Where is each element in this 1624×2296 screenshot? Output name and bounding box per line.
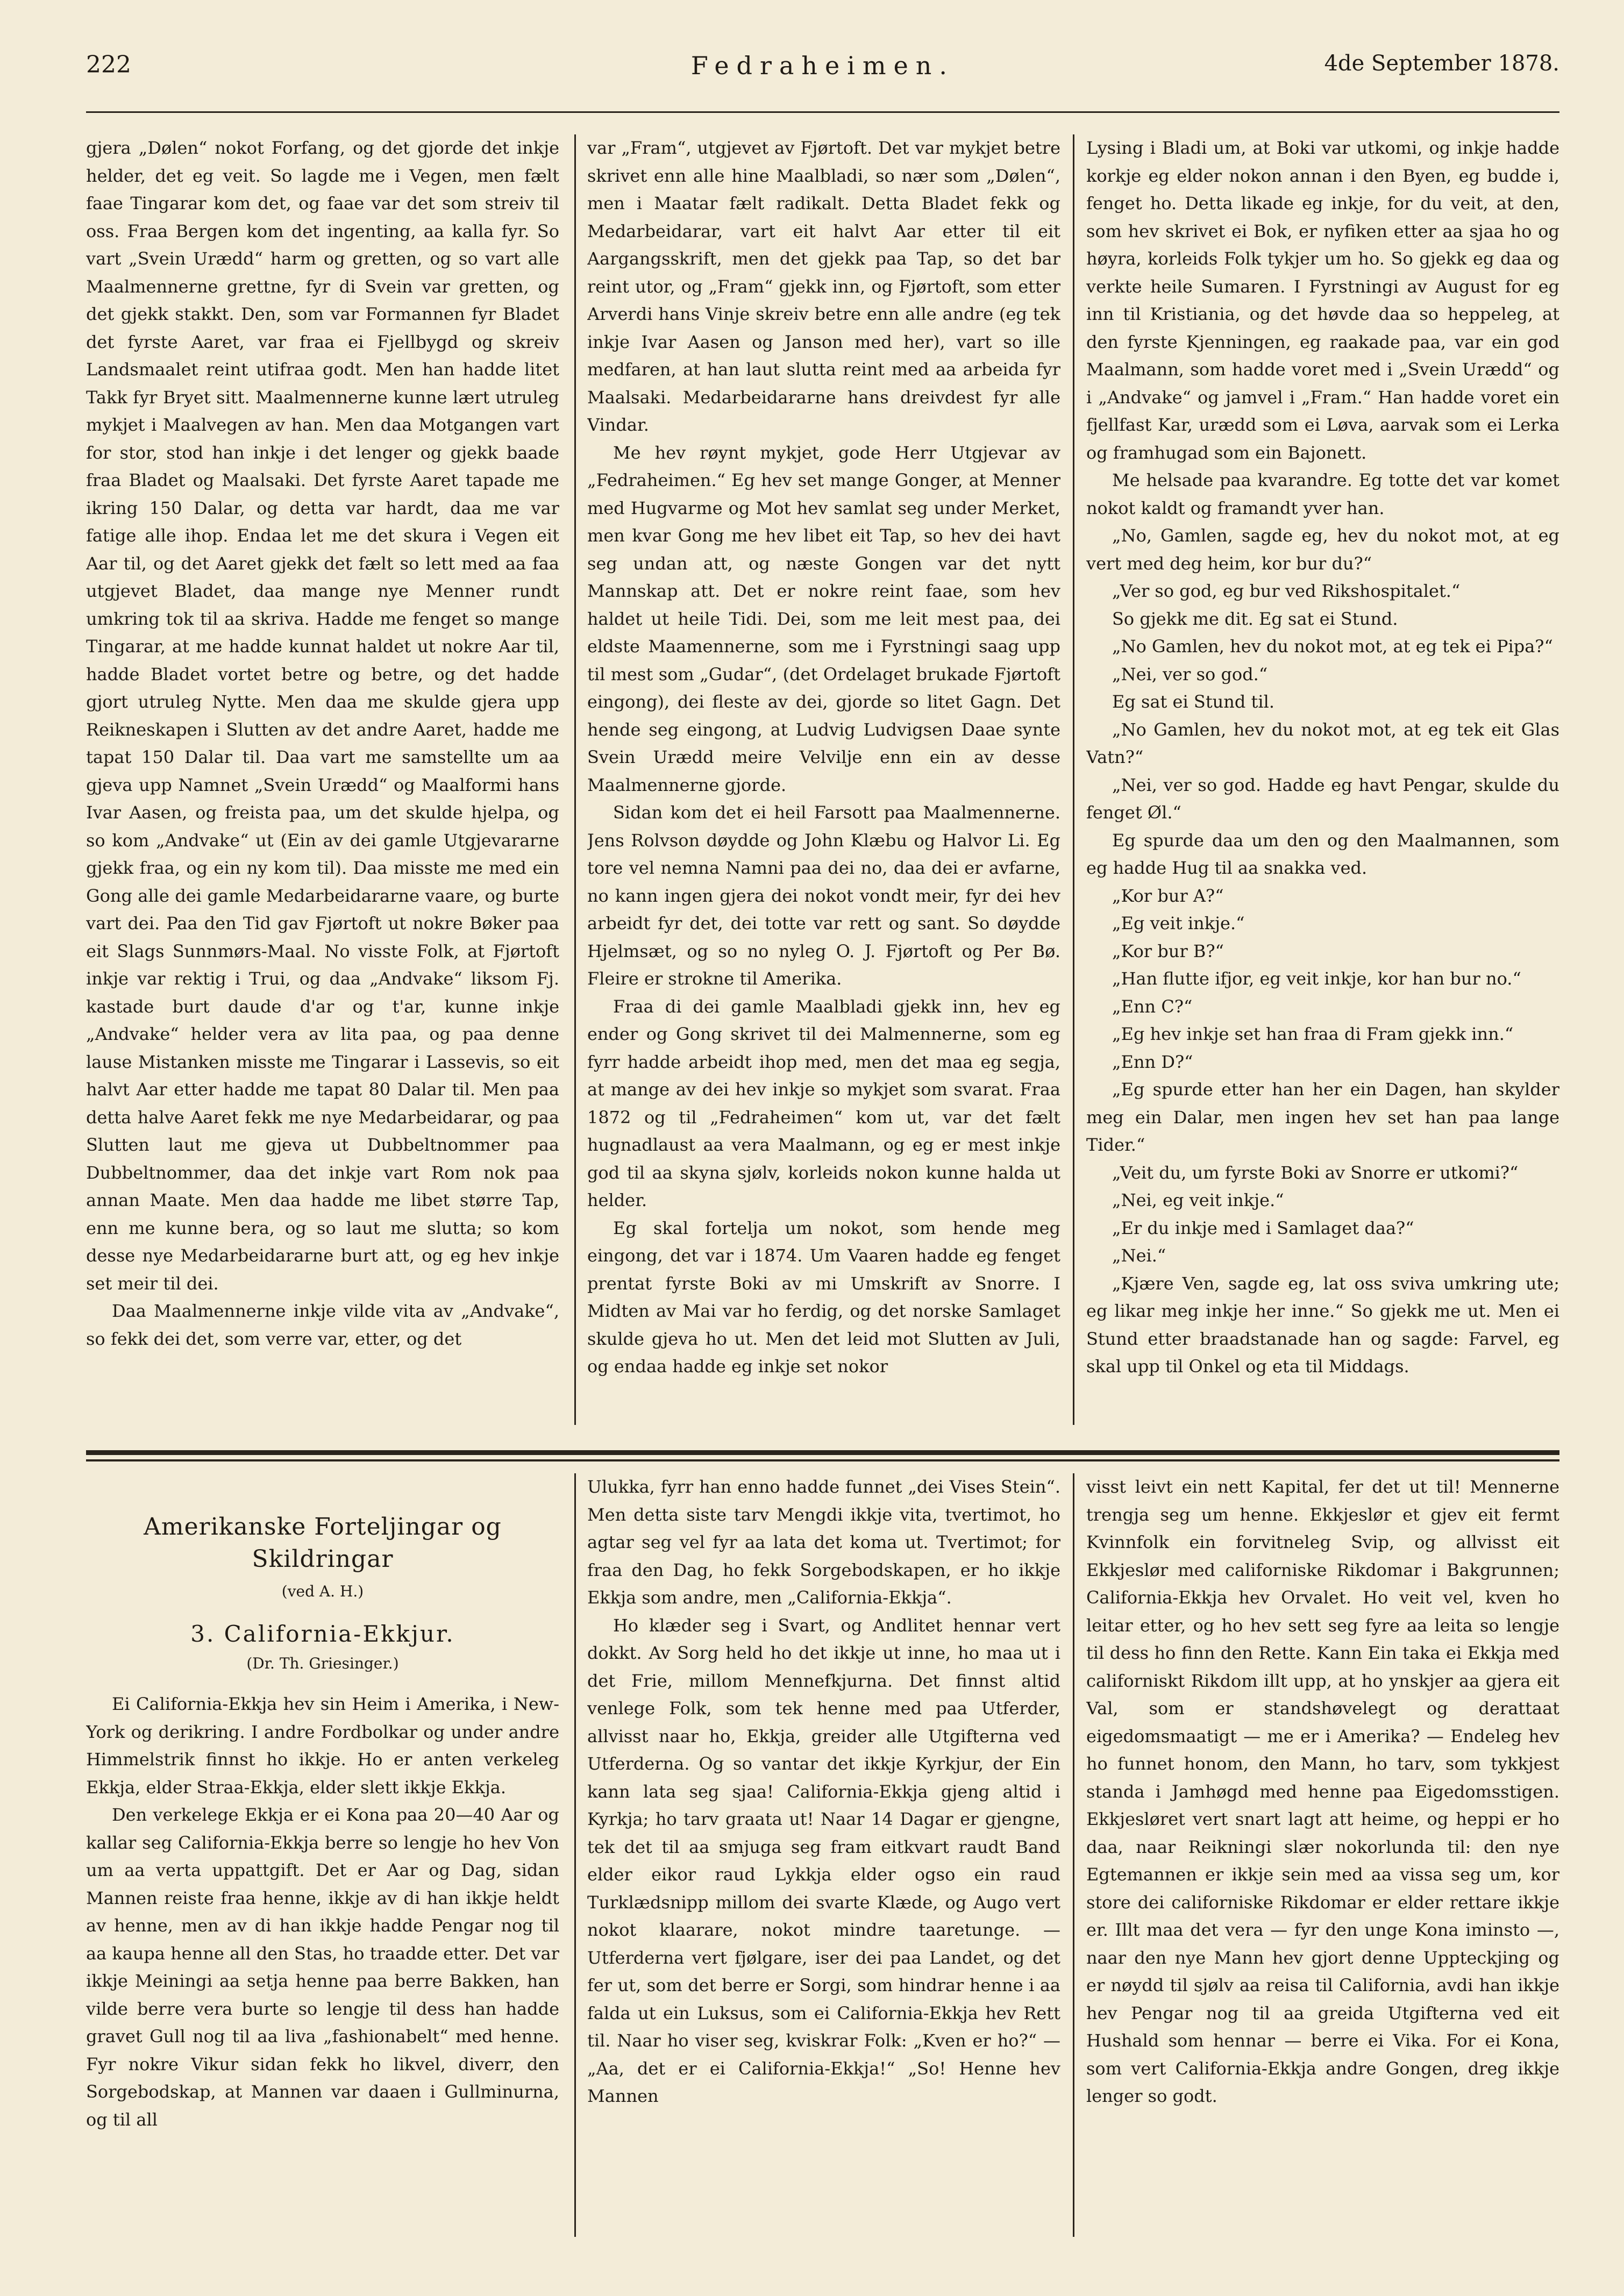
paragraph: Den verkelege Ekkja er ei Kona paa 20—40 Aar og kallar seg California-Ekkja berre so lengje ho hev Von um aa verta uppattgift. Det er Aar og Dag, sidan Mannen reiste fraa henne, ikkje av di han ikkje heldt av henne, men av di han ikkje hadde Pengar nog til aa kaupa henne all den Stas, ho traadde etter. Det var ikkje Meiningi aa setja henne paa berre Bakken, han vilde berre vera burte so lengje til dess han hadde gravet Gull nog til aa liva „fashionabelt“ med henne. Fyr nokre Vikur sidan fekk ho likvel, diverr, den Sorgebodskap, at Mannen var daaen i Gullminurna, og til all	[86, 1805, 559, 2130]
dialogue-line: „Nei.“	[1112, 1245, 1166, 1266]
dialogue-line: „Kjære Ven, sagde eg, lat oss sviva umkring ute; eg likar meg inkje her inne.“ So gjekk me ut. Men ei Stund etter braadstanade han og sagde: Farvel, eg skal upp til Onkel og eta til Middags.	[1086, 1273, 1559, 1377]
upper-column-2	[587, 134, 1060, 1436]
section-rule-thin	[86, 1459, 1559, 1461]
dialogue-line: „No Gamlen, hev du nokot mot, at eg tek ei Pipa?“	[1112, 636, 1553, 657]
dialogue-line: „Nei, ver so god.“	[1112, 664, 1268, 684]
dialogue-line: „Enn D?“	[1112, 1051, 1193, 1072]
dialogue-line: „Veit du, um fyrste Boki av Snorre er utkomi?“	[1112, 1162, 1519, 1183]
dialogue-line: „Enn C?“	[1112, 996, 1193, 1017]
paragraph: Me helsade paa kvarandre. Eg totte det var komet nokot kaldt og framandt yver han.	[1086, 470, 1559, 518]
header-rule	[86, 111, 1559, 113]
dialogue-line: „Eg spurde etter han her ein Dagen, han skylder meg ein Dalar, men ingen hev set han paa lange Tider.“	[1086, 1079, 1559, 1155]
upper-column-1	[86, 134, 559, 1436]
dialogue-line: Eg sat ei Stund til.	[1112, 691, 1275, 712]
lower-column-2	[587, 1473, 1060, 2248]
paragraph: Daa Maalmennerne inkje vilde vita av „Andvake“, so fekk dei det, som verre var, etter, og det	[86, 1301, 559, 1349]
paragraph: Fraa di dei gamle Maalbladi gjekk inn, hev eg ender og Gong skrivet til dei Malmennerne, som eg fyrr hadde arbeidt ihop med, men det maa eg segja, at mange av dei hev inkje so mykjet som svarat. Fraa 1872 og til „Fedraheimen“ kom ut, var det fælt hugnadlaust aa vera Maalmann, og eg er mest inkje god til aa skyna sjølv, korleids nokon kunne halda ut helder.	[587, 996, 1060, 1210]
paragraph: Ho klæder seg i Svart, og Andlitet hennar vert dokkt. Av Sorg held ho det ikkje ut inne, ho maa ut i det Frie, millom Mennefkjurna. Det finnst altid venlege Folk, som tek henne med paa Utferder, allvisst naar ho, Ekkja, greider alle Utgifterna ved Utferderna. Og so vantar det ikkje Kyrkjur, der Ein kann lata seg sjaa! California-Ekkja gjeng altid i Kyrkja; ho tarv graata ut! Naar 14 Dagar er gjengne, tek det til aa smjuga seg fram eitkvart raudt Band elder eikor raud Lykkja elder ogso ein raud Turklædsnipp millom dei svarte Klæde, og Augo vert nokot klaarare, nokot mindre taaretunge. — Utferderna vert fjølgare, iser dei paa Landet, og det fer ut, som det berre er Sorgi, som hindrar henne i aa falda ut ein Luksus, som ei California-Ekkja hev Rett til. Naar ho viser seg, kviskrar Folk: „Kven er ho?“ — „Aa, det er ei California-Ekkja!“ „So! Henne hev Mannen	[587, 1615, 1060, 2106]
dialogue-line: „Kor bur A?“	[1112, 885, 1224, 906]
dialogue-line: „Eg hev inkje set han fraa di Fram gjekk inn.“	[1112, 1024, 1514, 1044]
paragraph: visst leivt ein nett Kapital, fer det ut til! Mennerne trengja seg um henne. Ekkjeslør et gjev eit fermt Kvinnfolk ein forvitneleg Svip, og allvisst eit Ekkjeslør med californiske Rikdomar i Bakgrunnen; California-Ekkja hev Orvalet. Ho veit vel, kven ho leitar etter, og ho hev sett seg fyre aa leita so lengje til dess ho finn den Rette. Kann Ein taka ei Ekkja med californiskt Rikdom illt upp, at ho ynskjer aa gjera eit Val, som er standshøvelegt og derattaat eigedomsmaatigt — me er i Amerika? — Endeleg hev ho funnet honom, den Mann, ho tarv, som tykkjest standa i Jamhøgd med henne paa Eigedomsstigen. Ekkjesløret vert snart lagt att heime, og heppi er ho daa, naar Reikningi slær nokorlunda til: den nye Egtemannen er ikkje sein med aa vissa seg um, kor store dei californiske Rikdomar er elder rettare ikkje er. Illt maa det vera — fyr den unge Kona iminsto —, naar den nye Mann hev gjort denne Uppteckjing og er nøydd til sjølv aa reisa til California, avdi han ikkje hev Pengar nog til aa greida Utgifterna ved eit Hushald som hennar — berre ei Vika. For ei Kona, som vert California-Ekkja andre Gongen, dreg ikkje lenger so godt.	[1086, 1477, 1559, 2106]
paragraph: Lysing i Bladi um, at Boki var utkomi, og inkje hadde korkje eg elder nokon annan i den Byen, eg budde i, fenget ho. Detta likade eg inkje, for du veit, at den, som hev skrivet ei Bok, er nyfiken etter aa sjaa ho og høyra, korleids Folk tykjer um ho. So gjekk eg daa og verkte heile Sumaren. I Fyrstningi av August for eg inn til Kristiania, og det høvde daa so heppeleg, at den fyrste Kjenningen, eg raakade paa, var ein god Maalmann, som hadde voret med i „Svein Urædd“ og i „Andvake“ og jamvel i „Fram.“ Han hadde voret ein fjellfast Kar, urædd som ei Løva, aarvak som ei Lerka og framhugad som ein Bajonett.	[1086, 138, 1559, 463]
section-rule-thick	[86, 1450, 1559, 1455]
issue-date: 4de September 1878.	[1324, 51, 1559, 76]
dialogue-line: „Er du inkje med i Samlaget daa?“	[1112, 1217, 1414, 1238]
column-rule	[574, 134, 576, 1425]
dialogue-line: „Kor bur B?“	[1112, 940, 1224, 961]
story-title: 3. California-Ekkjur.	[190, 1621, 455, 1647]
dialogue-line: So gjekk me dit. Eg sat ei Stund.	[1112, 608, 1398, 629]
column-rule	[1073, 1473, 1074, 2237]
lower-column-3	[1086, 1473, 1559, 2248]
column-rule	[1073, 134, 1074, 1425]
lower-column-1	[86, 1473, 559, 2248]
dialogue-line: „Nei, ver so god. Hadde eg havt Pengar, skulde du fenget Øl.“	[1086, 774, 1559, 823]
dialogue-line: „Eg veit inkje.“	[1112, 913, 1245, 933]
paragraph: Sidan kom det ei heil Farsott paa Maalmennerne. Jens Rolvson døydde og John Klæbu og Halvor Li. Eg tore vel nemna Namni paa dei no, daa dei er avfarne, no kann ingen gjera dei nokot vondt meir, fyr dei hev arbeidt fyr det, dei totte var rett og sant. So døydde Hjelmsæt, og so no nyleg O. J. Fjørtoft og Per Bø. Fleire er strokne til Amerika.	[587, 802, 1060, 989]
dialogue-line: „Han flutte ifjor, eg veit inkje, kor han bur no.“	[1112, 968, 1521, 989]
newspaper-title: Fedraheimen.	[690, 51, 955, 80]
dialogue-line: „No Gamlen, hev du nokot mot, at eg tek eit Glas Vatn?“	[1086, 719, 1559, 767]
dialogue-line: Eg spurde daa um den og den Maalmannen, som eg hadde Hug til aa snakka ved.	[1086, 830, 1559, 878]
paragraph: Ei California-Ekkja hev sin Heim i Amerika, i New-York og derikring. I andre Fordbolkar og under andre Himmelstrik finnst ho ikkje. Ho er anten verkeleg Ekkja, elder Straa-Ekkja, elder slett ikkje Ekkja.	[86, 1694, 559, 1798]
story-byline: (Dr. Th. Griesinger.)	[246, 1655, 399, 1672]
page-number: 222	[86, 51, 131, 79]
paragraph: Eg skal fortelja um nokot, som hende meg eingong, det var i 1874. Um Vaaren hadde eg fenget prentat fyrste Boki av mi Umskrift av Snorre. I Midten av Mai var ho ferdig, og det norske Samlaget skulde gjeva ho ut. Men det leid mot Slutten av Juli, og endaa hadde eg inkje set nokor	[587, 1217, 1060, 1377]
dialogue-line: „No, Gamlen, sagde eg, hev du nokot mot, at eg vert med deg heim, kor bur du?“	[1086, 525, 1559, 574]
paragraph: Me hev røynt mykjet, gode Herr Utgjevar av „Fedraheimen.“ Eg hev set mange Gonger, at Menner med Hugvarme og Mot hev samlat seg under Merket, men kvar Gong me hev libet eit Tap, so hev dei havt seg undan att, og næste Gongen var det nytt Mannskap att. Det er nokre reint faae, som hev haldet ut heile Tidi. Dei, som me leit mest paa, dei eldste Maamennerne, som me i Fyrstningi saag upp til mest som „Gudar“, (det Ordelaget brukade Fjørtoft eingong), dei fleste av dei, gjorde so litet Gagn. Det hende seg eingong, at Ludvig Ludvigsen Daae synte Svein Urædd meire Velvilje enn ein av desse Maalmennerne gjorde.	[587, 442, 1060, 795]
section-byline: (ved A. H.)	[281, 1582, 364, 1600]
paragraph: gjera „Dølen“ nokot Forfang, og det gjorde det inkje helder, det eg veit. So lagde me i Vegen, men fælt faae Tingarar kom det, og faae var det som streiv til oss. Fraa Bergen kom det ingenting, aa kalla fyr. So vart „Svein Urædd“ harm og gretten, og so vart alle Maalmennerne grettne, fyr di Svein var gretten, og det gjekk stakkt. Den, som var Formannen fyr Bladet det fyrste Aaret, var fraa ei Fjellbygd og skreiv Landsmaalet reint utifraa godt. Men han hadde litet Takk fyr Bryet sitt. Maalmennerne kunne lært utruleg mykjet i Maalvegen av han. Men daa Motgangen vart for stor, stod han inkje i det lenger og gjekk baade fraa Bladet og Maalsaki. Det fyrste Aaret tapade me ikring 150 Dalar, og detta var hardt, daa me var fatige alle ihop. Endaa let me det skura i Vegen eit Aar til, og det Aaret gjekk det fælt so lett med aa faa utgjevet Bladet, daa mange nye Menner rundt umkring tok til aa skriva. Hadde me fenget so mange Tingarar, at me hadde kunnat haldet ut nokre Aar til, hadde Bladet vortet betre og betre, og det hadde gjort utruleg Nytte. Men daa me skulde gjera upp Reikneskapen i Slutten av det andre Aaret, hadde me tapat 150 Dalar til. Daa vart me samstellte um aa gjeva upp Namnet „Svein Urædd“ og Maalformi hans Ivar Aasen, og freista paa, um det skulde hjelpa, og so kom „Andvake“ ut (Ein av dei gamle Utgjevararne gjekk fraa, og ein ny kom til). Daa misste me med ein Gong alle dei gamle Medarbeidararne vaare, og burte vart dei. Paa den Tid gav Fjørtoft ut nokre Bøker paa eit Slags Sunnmørs-Maal. No visste Folk, at Fjørtoft inkje var rektig i Trui, og daa „Andvake“ liksom Fj. kastade burt daude d'ar og t'ar, kunne inkje „Andvake“ helder vera av lita paa, og paa denne lause Mistanken misste me Tingarar i Lassevis, so eit halvt Aar etter hadde me tapat 80 Dalar til. Men paa detta halve Aaret fekk me nye Medarbeidarar, og paa Slutten laut me gjeva ut Dubbeltnommer paa Dubbeltnommer, daa det inkje vart Rom nok paa annan Maate. Men daa hadde me libet større Tap, enn me kunne bera, og so laut me slutta; so kom desse nye Medarbeidararne burt att, og eg hev inkje set meir til dei.	[86, 138, 559, 1294]
dialogue-line: „Nei, eg veit inkje.“	[1112, 1190, 1284, 1210]
upper-column-3	[1086, 134, 1559, 1436]
section-title: Amerikanske Forteljingar og Skildringar	[144, 1513, 502, 1573]
paragraph: Ulukka, fyrr han enno hadde funnet „dei Vises Stein“. Men detta siste tarv Mengdi ikkje vita, tvertimot, ho agtar seg vel fyr aa lata det koma ut. Tvertimot; for fraa den Dag, ho fekk Sorgebodskapen, er ho ikkje Ekkja som andre, men „California-Ekkja“.	[587, 1477, 1060, 1608]
column-rule	[574, 1473, 576, 2237]
paragraph: var „Fram“, utgjevet av Fjørtoft. Det var mykjet betre skrivet enn alle hine Maalbladi, so nær som „Dølen“, men i Maatar fælt radikalt. Detta Bladet fekk og Medarbeidarar, vart eit halvt Aar etter til eit Aargangsskrift, men det gjekk paa Tap, so det bar reint utor, og „Fram“ gjekk inn, og Fjørtoft, som etter Arverdi hans Vinje skreiv betre enn alle andre (eg tek inkje Ivar Aasen og Janson med her), vart so ille medfaren, at han laut slutta reint med aa arbeida fyr Maalsaki. Medarbeidararne hans dreivdest fyr alle Vindar.	[587, 138, 1060, 435]
dialogue-line: „Ver so god, eg bur ved Rikshospitalet.“	[1112, 581, 1461, 601]
page-header	[86, 51, 1559, 89]
